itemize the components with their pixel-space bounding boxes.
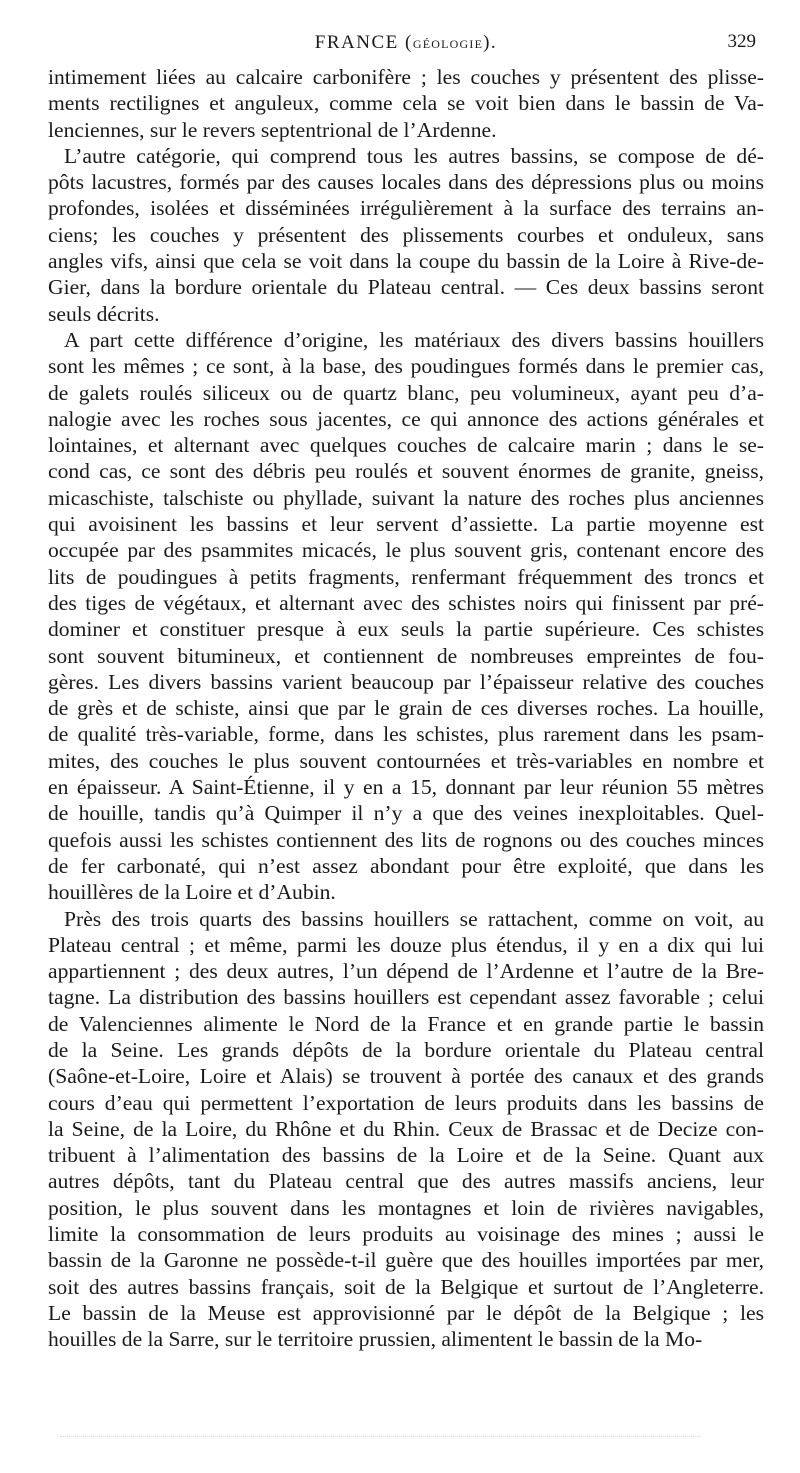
- paragraph: [48, 906, 764, 1353]
- text-line: occupée par des psammites micacés, le plus souvent gris, contenant encore des: [48, 538, 764, 563]
- text-line: Le bassin de la Meuse est approvisionné par le dépôt de la Belgique ; les: [48, 1300, 764, 1325]
- text-line: appartiennent ; des deux autres, l’un dépend de l’Ardenne et l’autre de la Bre-: [48, 959, 764, 984]
- text-line: tagne. La distribution des bassins houillers est cependant assez favorable ; celui: [48, 985, 764, 1010]
- paragraph: [48, 143, 764, 327]
- text-line: tribuent à l’alimentation des bassins de la Loire et de la Seine. Quant aux: [48, 1143, 764, 1168]
- footer-artifact-rule: [60, 1436, 700, 1439]
- text-line: cours d’eau qui permettent l’exportation de leurs produits dans les bassins de: [48, 1090, 764, 1115]
- text-line: autres dépôts, tant du Plateau central que des autres massifs anciens, leur: [48, 1169, 764, 1194]
- page-header: [48, 28, 764, 64]
- text-line: limite la consommation de leurs produits au voisinage des mines ; aussi le: [48, 1222, 764, 1247]
- running-title-main: FRANCE (: [314, 32, 413, 53]
- text-line: lits de poudingues à petits fragments, renfermant fréquemment des troncs et: [48, 564, 764, 589]
- running-title-subject: GÉOLOGIE: [412, 37, 484, 51]
- text-line: sont les mêmes ; ce sont, à la base, des poudingues formés dans le premier cas,: [48, 354, 764, 379]
- text-line: de galets roulés siliceux ou de quartz blanc, peu volumineux, ayant peu d’a-: [48, 380, 764, 405]
- text-line: quefois aussi les schistes contiennent des lits de rognons ou des couches minces: [48, 827, 764, 852]
- text-line: houilles de la Sarre, sur le territoire prussien, alimentent le bassin de la Mo-: [48, 1327, 703, 1352]
- text-line: Gier, dans la bordure orientale du Plateau central. — Ces deux bassins seront: [48, 275, 764, 300]
- text-line: position, le plus souvent dans les montagnes et loin de rivières navigables,: [48, 1195, 764, 1220]
- text-line: pôts lacustres, formés par des causes locales dans des dépressions plus ou moins: [48, 170, 764, 195]
- text-line: seuls décrits.: [48, 301, 160, 326]
- text-line: micaschiste, talschiste ou phyllade, suivant la nature des roches plus anciennes: [48, 485, 764, 510]
- text-line: de qualité très-variable, forme, dans les schistes, plus rarement dans les psam-: [48, 722, 764, 747]
- paragraph: [48, 327, 764, 906]
- text-line: mites, des couches le plus souvent contournées et très-variables en nombre et: [48, 748, 764, 773]
- text-line: sont souvent bitumineux, et contiennent de nombreuses empreintes de fou-: [48, 643, 764, 668]
- text-line: de Valenciennes alimente le Nord de la France et en grande partie le bassin: [48, 1011, 764, 1036]
- text-line: de fer carbonaté, qui n’est assez abondant pour être exploité, que dans les: [48, 853, 764, 878]
- text-line: angles vifs, ainsi que cela se voit dans la coupe du bassin de la Loire à Rive-de-: [48, 249, 764, 274]
- text-line: des tiges de végétaux, et alternant avec des schistes noirs qui finissent par pré-: [48, 590, 764, 615]
- running-title: [48, 32, 764, 54]
- text-line: de la Seine. Les grands dépôts de la bordure orientale du Plateau central: [48, 1037, 764, 1062]
- text-line: (Saône-et-Loire, Loire et Alais) se trouvent à portée des canaux et des grands: [48, 1064, 764, 1089]
- text-line: nalogie avec les roches sous jacentes, ce qui annonce des actions générales et: [48, 406, 764, 431]
- page-number: 329: [727, 31, 756, 52]
- text-line: A part cette différence d’origine, les matériaux des divers bassins houillers: [64, 327, 764, 352]
- text-line: intimement liées au calcaire carbonifère ; les couches y présentent des plisse-: [48, 65, 764, 89]
- text-line: L’autre catégorie, qui comprend tous les autres bassins, se compose de dé-: [64, 143, 764, 168]
- text-line: la Seine, de la Loire, du Rhône et du Rhin. Ceux de Brassac et de Decize con-: [48, 1116, 764, 1141]
- text-line: qui avoisinent les bassins et leur servent d’assiette. La partie moyenne est: [48, 512, 764, 537]
- text-line: houillères de la Loire et d’Aubin.: [48, 880, 336, 905]
- text-line: bassin de la Garonne ne possède-t-il guère que des houilles importées par mer,: [48, 1248, 764, 1273]
- text-line: de houille, tandis qu’à Quimper il n’y a que des veines inexploitables. Quel-: [48, 801, 764, 826]
- text-line: dominer et constituer presque à eux seuls la partie supérieure. Ces schistes: [48, 617, 764, 642]
- text-line: de grès et de schiste, ainsi que par le grain de ces diverses roches. La houille,: [48, 696, 764, 721]
- text-line: soit des autres bassins français, soit de la Belgique et surtout de l’Angleterre.: [48, 1274, 764, 1299]
- book-page: [48, 28, 764, 1353]
- text-line: profondes, isolées et disséminées irrégulièrement à la surface des terrains an-: [48, 196, 764, 221]
- paragraph: [48, 64, 764, 143]
- text-line: gères. Les divers bassins varient beaucoup par l’épaisseur relative des couches: [48, 669, 764, 694]
- text-line: ciens; les couches y présentent des plissements courbes et onduleux, sans: [48, 222, 764, 247]
- text-line: Près des trois quarts des bassins houillers se rattachent, comme on voit, au: [64, 906, 764, 931]
- body-text: [48, 64, 764, 1353]
- text-line: Plateau central ; et même, parmi les douze plus étendus, il y en a dix qui lui: [48, 932, 764, 957]
- text-line: lenciennes, sur le revers septentrional de l’Ardenne.: [48, 117, 497, 142]
- running-title-end: ).: [483, 32, 498, 53]
- text-line: en épaisseur. A Saint-Étienne, il y en a 15, donnant par leur réunion 55 mètres: [48, 775, 764, 800]
- text-line: cond cas, ce sont des débris peu roulés et souvent énormes de granite, gneiss,: [48, 459, 764, 484]
- text-line: lointaines, et alternant avec quelques couches de calcaire marin ; dans le se-: [48, 433, 764, 458]
- text-line: ments rectilignes et anguleux, comme cela se voit bien dans le bassin de Va-: [48, 91, 764, 116]
